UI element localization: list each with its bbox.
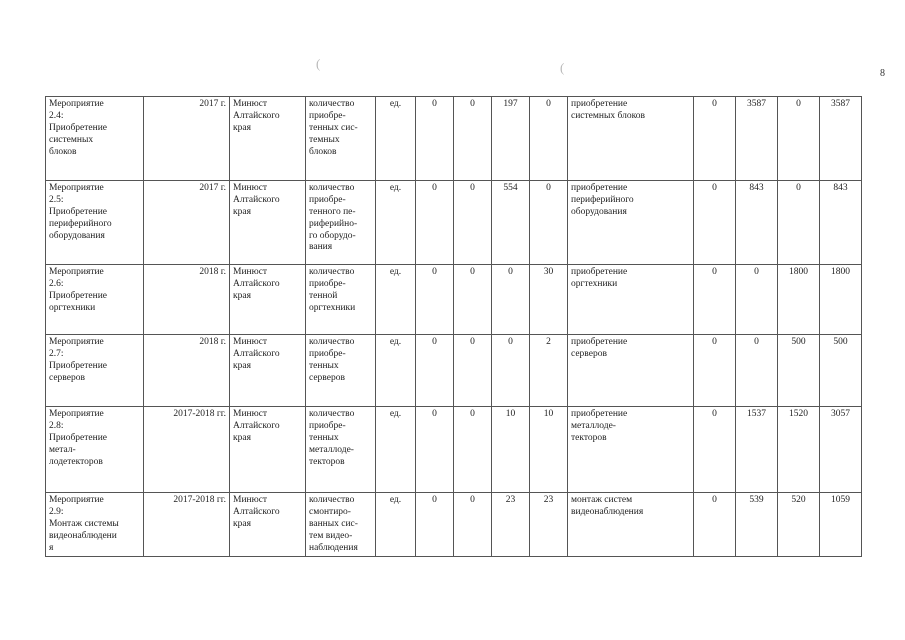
cell-value-2-text: 0 <box>470 267 475 277</box>
table-row <box>46 265 862 335</box>
cell-activity <box>46 265 144 335</box>
cell-result <box>568 97 694 181</box>
cell-unit <box>376 265 416 335</box>
cell-result-text: монтаж систем видеонаблюдения <box>571 495 644 517</box>
cell-value-2 <box>454 181 492 265</box>
cell-funding-3-text: 1520 <box>789 409 808 419</box>
scan-artifact-mark: ( <box>316 56 321 71</box>
cell-activity <box>46 97 144 181</box>
cell-unit <box>376 407 416 493</box>
cell-funding-1-text: 0 <box>712 495 717 505</box>
cell-value-4-text: 0 <box>546 183 551 193</box>
cell-unit <box>376 97 416 181</box>
cell-period-text: 2018 г. <box>199 337 226 347</box>
cell-period <box>144 97 230 181</box>
table-row <box>46 97 862 181</box>
cell-unit <box>376 493 416 557</box>
cell-value-2-text: 0 <box>470 337 475 347</box>
cell-period-text: 2017 г. <box>199 99 226 109</box>
cell-funding-1-text: 0 <box>712 267 717 277</box>
cell-funding-2 <box>736 335 778 407</box>
cell-value-2 <box>454 493 492 557</box>
cell-indicator-text: количество приобре- тенного пе- риферийно- го оборудо- вания <box>309 183 358 253</box>
cell-value-4-text: 2 <box>546 337 551 347</box>
cell-value-1 <box>416 265 454 335</box>
cell-value-3 <box>492 97 530 181</box>
cell-value-4-text: 10 <box>543 409 554 419</box>
cell-funding-total <box>820 265 862 335</box>
cell-value-2 <box>454 335 492 407</box>
cell-funding-1-text: 0 <box>712 99 717 109</box>
cell-period-text: 2017 г. <box>199 183 226 193</box>
cell-executor-text: Минюст Алтайского края <box>233 409 280 443</box>
cell-period-text: 2017-2018 гг. <box>173 409 226 419</box>
cell-funding-3 <box>778 97 820 181</box>
cell-result <box>568 407 694 493</box>
cell-funding-2 <box>736 181 778 265</box>
cell-indicator-text: количество приобре- тенных металлоде- текторов <box>309 409 355 467</box>
cell-value-2-text: 0 <box>470 495 475 505</box>
cell-activity <box>46 335 144 407</box>
cell-value-3-text: 197 <box>503 99 518 109</box>
cell-value-3-text: 10 <box>505 409 516 419</box>
cell-period <box>144 493 230 557</box>
cell-indicator <box>306 335 376 407</box>
cell-period <box>144 265 230 335</box>
cell-value-1-text: 0 <box>432 267 437 277</box>
cell-funding-total-text: 1059 <box>831 495 850 505</box>
activities-table <box>45 96 862 557</box>
cell-funding-total <box>820 335 862 407</box>
cell-indicator-text: количество смонтиро- ванных сис- тем видео- наблюдения <box>309 495 358 553</box>
cell-funding-3-text: 520 <box>791 495 806 505</box>
cell-funding-3 <box>778 493 820 557</box>
cell-activity-text: Мероприятие 2.4: Приобретение системных блоков <box>49 99 107 157</box>
cell-funding-total <box>820 181 862 265</box>
cell-activity-text: Мероприятие 2.7: Приобретение серверов <box>49 337 107 383</box>
cell-unit <box>376 335 416 407</box>
cell-executor-text: Минюст Алтайского края <box>233 99 280 133</box>
cell-period <box>144 335 230 407</box>
cell-value-2-text: 0 <box>470 409 475 419</box>
cell-funding-1 <box>694 181 736 265</box>
cell-value-1-text: 0 <box>432 495 437 505</box>
cell-result-text: приобретение металлоде- текторов <box>571 409 628 443</box>
cell-activity <box>46 493 144 557</box>
cell-indicator-text: количество приобре- тенной оргтехники <box>309 267 356 313</box>
cell-value-2-text: 0 <box>470 183 475 193</box>
scan-artifact-mark: ( <box>560 60 565 75</box>
cell-unit <box>376 181 416 265</box>
cell-value-3 <box>492 407 530 493</box>
cell-indicator <box>306 181 376 265</box>
cell-activity-text: Мероприятие 2.9: Монтаж системы видеонаблюдени я <box>49 495 119 553</box>
cell-value-3-text: 0 <box>508 267 513 277</box>
cell-funding-3 <box>778 181 820 265</box>
cell-funding-2 <box>736 97 778 181</box>
cell-value-1 <box>416 407 454 493</box>
cell-executor <box>230 493 306 557</box>
cell-funding-3-text: 500 <box>791 337 806 347</box>
cell-value-4-text: 30 <box>543 267 554 277</box>
cell-value-1 <box>416 181 454 265</box>
cell-value-3 <box>492 265 530 335</box>
cell-funding-3-text: 1800 <box>789 267 808 277</box>
cell-result <box>568 493 694 557</box>
cell-funding-1 <box>694 407 736 493</box>
cell-value-3 <box>492 181 530 265</box>
cell-value-4-text: 0 <box>546 99 551 109</box>
cell-indicator <box>306 265 376 335</box>
cell-value-4 <box>530 181 568 265</box>
cell-period-text: 2017-2018 гг. <box>173 495 226 505</box>
cell-activity <box>46 181 144 265</box>
cell-funding-1 <box>694 265 736 335</box>
cell-funding-2-text: 3587 <box>747 99 766 109</box>
cell-value-4-text: 23 <box>543 495 554 505</box>
cell-funding-2-text: 843 <box>749 183 764 193</box>
cell-unit-text: ед. <box>389 495 402 505</box>
cell-indicator-text: количество приобре- тенных сис- темных блоков <box>309 99 358 157</box>
cell-result <box>568 335 694 407</box>
cell-executor-text: Минюст Алтайского края <box>233 267 280 301</box>
cell-value-1-text: 0 <box>432 183 437 193</box>
cell-value-3-text: 0 <box>508 337 513 347</box>
cell-indicator <box>306 97 376 181</box>
table-row <box>46 181 862 265</box>
cell-unit-text: ед. <box>389 183 402 193</box>
cell-indicator <box>306 407 376 493</box>
cell-funding-2 <box>736 265 778 335</box>
cell-value-3 <box>492 335 530 407</box>
cell-funding-1 <box>694 493 736 557</box>
cell-value-2 <box>454 265 492 335</box>
cell-value-4 <box>530 265 568 335</box>
cell-funding-3 <box>778 335 820 407</box>
cell-funding-1-text: 0 <box>712 409 717 419</box>
cell-value-3 <box>492 493 530 557</box>
cell-funding-total <box>820 493 862 557</box>
table-row <box>46 407 862 493</box>
cell-funding-1-text: 0 <box>712 337 717 347</box>
cell-executor-text: Минюст Алтайского края <box>233 495 280 529</box>
cell-funding-total-text: 3057 <box>831 409 850 419</box>
cell-funding-total <box>820 407 862 493</box>
cell-funding-total-text: 500 <box>833 337 848 347</box>
cell-value-1 <box>416 493 454 557</box>
cell-funding-total-text: 3587 <box>831 99 850 109</box>
cell-unit-text: ед. <box>389 99 402 109</box>
cell-value-1-text: 0 <box>432 337 437 347</box>
cell-funding-1 <box>694 335 736 407</box>
cell-funding-2-text: 0 <box>754 337 759 347</box>
cell-activity-text: Мероприятие 2.6: Приобретение оргтехники <box>49 267 107 313</box>
cell-period <box>144 407 230 493</box>
cell-value-1 <box>416 335 454 407</box>
cell-executor <box>230 265 306 335</box>
cell-value-1-text: 0 <box>432 99 437 109</box>
cell-result <box>568 181 694 265</box>
cell-funding-3-text: 0 <box>796 99 801 109</box>
cell-value-4 <box>530 493 568 557</box>
cell-funding-3 <box>778 407 820 493</box>
cell-executor-text: Минюст Алтайского края <box>233 183 280 217</box>
cell-funding-total-text: 843 <box>833 183 848 193</box>
cell-executor <box>230 407 306 493</box>
cell-unit-text: ед. <box>389 267 402 277</box>
table-row <box>46 493 862 557</box>
cell-funding-3 <box>778 265 820 335</box>
cell-value-2 <box>454 97 492 181</box>
cell-value-2-text: 0 <box>470 99 475 109</box>
cell-value-3-text: 554 <box>503 183 518 193</box>
cell-value-3-text: 23 <box>505 495 516 505</box>
cell-result-text: приобретение системных блоков <box>571 99 645 121</box>
cell-value-1-text: 0 <box>432 409 437 419</box>
cell-executor <box>230 335 306 407</box>
cell-indicator <box>306 493 376 557</box>
cell-funding-total-text: 1800 <box>831 267 850 277</box>
table-body <box>46 97 862 557</box>
cell-unit-text: ед. <box>389 337 402 347</box>
cell-funding-2 <box>736 407 778 493</box>
cell-funding-2-text: 539 <box>749 495 764 505</box>
cell-period <box>144 181 230 265</box>
cell-funding-3-text: 0 <box>796 183 801 193</box>
cell-funding-2 <box>736 493 778 557</box>
cell-value-1 <box>416 97 454 181</box>
cell-value-4 <box>530 407 568 493</box>
cell-result <box>568 265 694 335</box>
cell-activity-text: Мероприятие 2.8: Приобретение метал- лодетекторов <box>49 409 107 467</box>
cell-funding-2-text: 0 <box>754 267 759 277</box>
cell-value-4 <box>530 97 568 181</box>
cell-period-text: 2018 г. <box>199 267 226 277</box>
cell-funding-1 <box>694 97 736 181</box>
cell-unit-text: ед. <box>389 409 402 419</box>
cell-result-text: приобретение периферийного оборудования <box>571 183 634 217</box>
cell-indicator-text: количество приобре- тенных серверов <box>309 337 355 383</box>
cell-funding-1-text: 0 <box>712 183 717 193</box>
cell-executor <box>230 97 306 181</box>
cell-value-4 <box>530 335 568 407</box>
cell-funding-2-text: 1537 <box>747 409 766 419</box>
cell-funding-total <box>820 97 862 181</box>
cell-value-2 <box>454 407 492 493</box>
cell-executor-text: Минюст Алтайского края <box>233 337 280 371</box>
table-row <box>46 335 862 407</box>
cell-result-text: приобретение оргтехники <box>571 267 628 289</box>
cell-activity-text: Мероприятие 2.5: Приобретение периферийного оборудования <box>49 183 112 241</box>
cell-result-text: приобретение серверов <box>571 337 628 359</box>
cell-executor <box>230 181 306 265</box>
cell-activity <box>46 407 144 493</box>
page-number: 8 <box>880 68 885 79</box>
